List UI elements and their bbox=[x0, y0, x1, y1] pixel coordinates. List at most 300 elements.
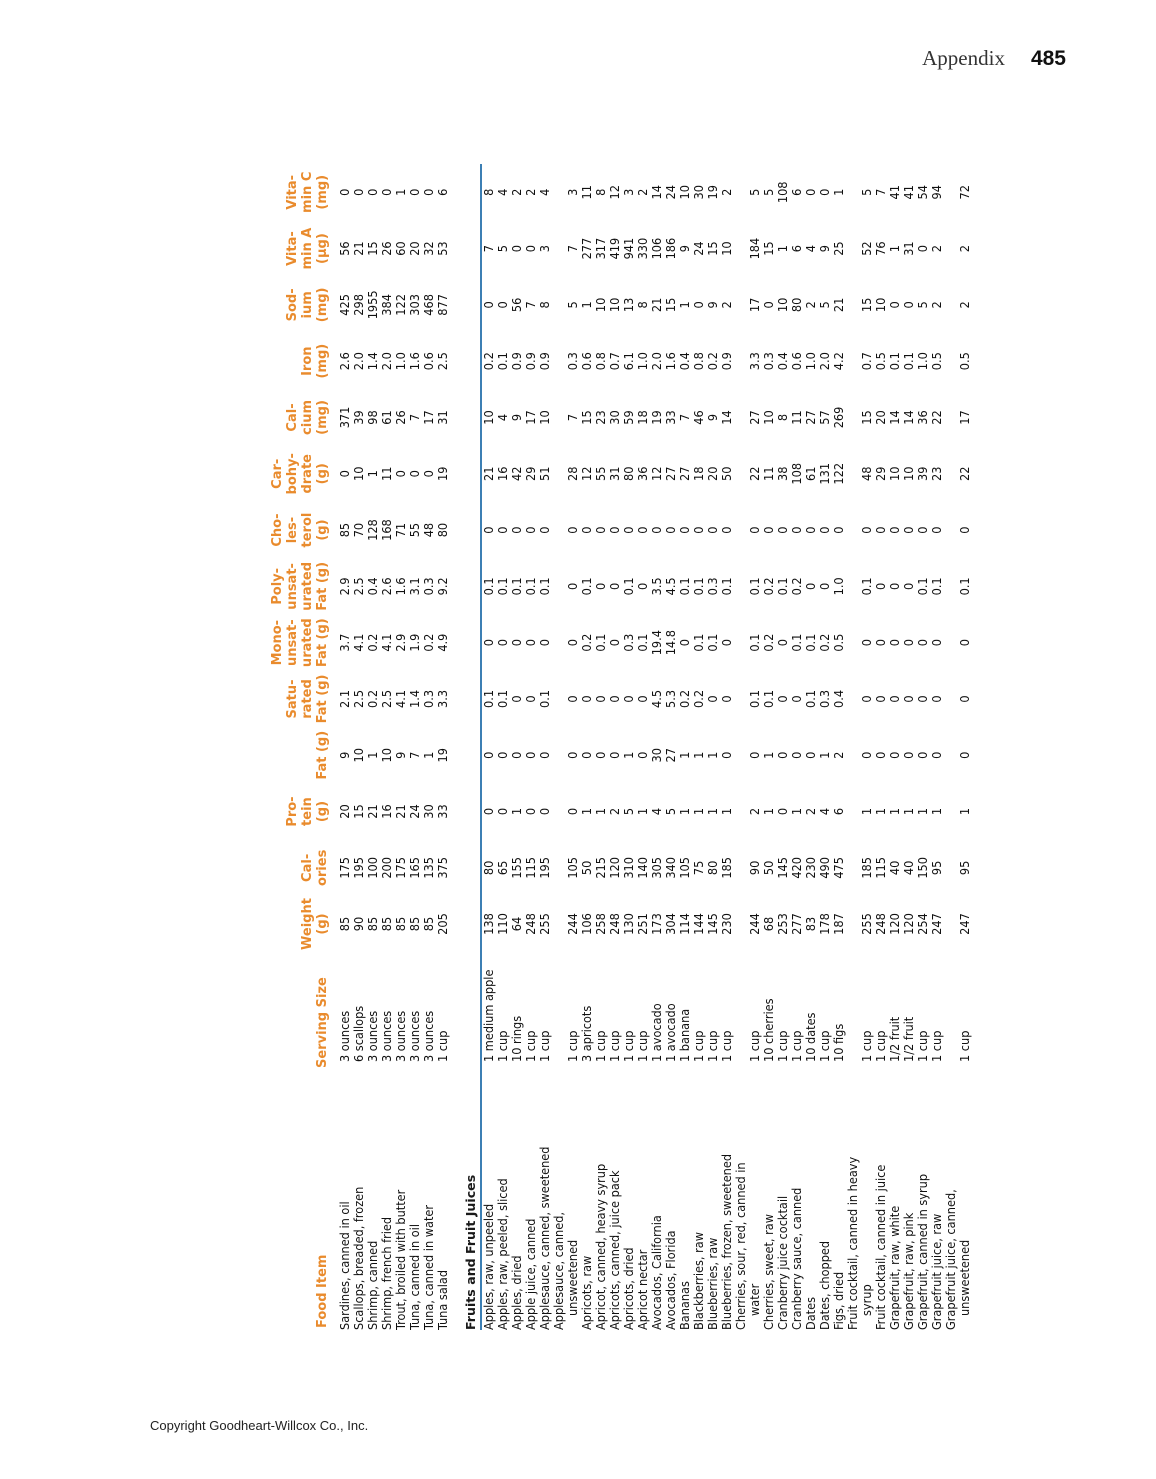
value-cell: 5 bbox=[817, 301, 832, 309]
value-cell: 33 bbox=[663, 410, 678, 425]
value-cell: 371 bbox=[337, 406, 352, 429]
serving-size-cell: 1 cup bbox=[789, 1030, 804, 1062]
food-item-cell: Tuna salad bbox=[435, 1269, 450, 1330]
value-cell: 0 bbox=[929, 639, 944, 647]
value-cell: 0.1 bbox=[481, 558, 496, 614]
value-cell bbox=[552, 558, 566, 614]
value-cell: 15 bbox=[761, 241, 776, 256]
value-cell: 248 bbox=[873, 913, 888, 935]
value-cell: 6 bbox=[831, 807, 846, 816]
value-cell: 1 bbox=[365, 751, 380, 759]
value-cell: 1.4 bbox=[365, 352, 380, 371]
value-cell: 17 bbox=[421, 410, 436, 425]
value-cell: 0 bbox=[901, 526, 916, 534]
value-cell: 255 bbox=[859, 913, 874, 935]
value-cell: 2 bbox=[957, 244, 972, 253]
value-cell bbox=[944, 277, 958, 333]
value-cell: 17 bbox=[957, 410, 972, 425]
value-cell: 8 bbox=[593, 188, 608, 196]
table-row bbox=[762, 164, 776, 1330]
value-cell: 0 bbox=[663, 526, 678, 534]
value-cell: 0 bbox=[537, 807, 552, 816]
value-cell: 1 bbox=[929, 807, 944, 816]
value-cell: 0 bbox=[607, 695, 622, 703]
value-cell: 0 bbox=[337, 188, 352, 196]
food-item-cell: Apricots, raw bbox=[579, 1255, 594, 1330]
value-cell: 17 bbox=[747, 297, 762, 313]
value-cell bbox=[552, 389, 566, 445]
value-cell: 56 bbox=[337, 241, 352, 256]
value-cell: 30 bbox=[691, 185, 706, 200]
value-cell: 0 bbox=[887, 751, 902, 759]
value-cell: 14.8 bbox=[663, 630, 678, 656]
food-item-cell: syrup bbox=[859, 1284, 874, 1316]
value-cell: 247 bbox=[929, 913, 944, 935]
food-item-cell: Dates bbox=[803, 1297, 818, 1330]
value-cell: 64 bbox=[509, 916, 524, 932]
value-cell: 10 bbox=[873, 297, 888, 313]
value-cell: 0 bbox=[775, 751, 790, 759]
value-cell: 1 bbox=[677, 807, 692, 816]
value-cell: 0.2 bbox=[481, 333, 496, 389]
value-cell: 21 bbox=[831, 297, 846, 313]
value-cell: 2 bbox=[635, 188, 650, 196]
value-cell: 1 bbox=[635, 807, 650, 816]
food-item-cell: water bbox=[747, 1283, 762, 1316]
column-header: Sod-ium (mg) bbox=[285, 287, 330, 323]
value-cell: 1 bbox=[365, 470, 380, 478]
value-cell bbox=[944, 558, 958, 614]
value-cell: 0.1 bbox=[803, 689, 818, 708]
value-cell bbox=[552, 840, 566, 896]
value-cell: 1.0 bbox=[803, 352, 818, 371]
food-item-cell: Applesauce, canned, bbox=[551, 1212, 566, 1330]
value-cell: 187 bbox=[831, 913, 846, 935]
value-cell bbox=[846, 840, 860, 896]
value-cell: 21 bbox=[649, 297, 664, 313]
value-cell: 65 bbox=[495, 860, 510, 876]
value-cell: 0 bbox=[817, 526, 832, 534]
value-cell: 21 bbox=[481, 446, 496, 502]
value-cell: 475 bbox=[831, 857, 846, 879]
value-cell: 195 bbox=[537, 857, 552, 879]
value-cell: 10 bbox=[351, 748, 366, 763]
value-cell: 24 bbox=[691, 241, 706, 256]
value-cell bbox=[734, 671, 748, 727]
value-cell: 105 bbox=[677, 857, 692, 879]
table-row bbox=[916, 164, 930, 1330]
food-item-cell: unsweetened bbox=[565, 1239, 580, 1316]
serving-size-cell: 1 banana bbox=[677, 1008, 692, 1062]
value-cell: 277 bbox=[789, 913, 804, 935]
value-cell: 0 bbox=[337, 470, 352, 478]
value-cell: 0 bbox=[957, 751, 972, 759]
value-cell: 0.1 bbox=[957, 577, 972, 596]
serving-size-cell bbox=[734, 952, 748, 1070]
value-cell bbox=[734, 389, 748, 445]
value-cell: 1 bbox=[621, 751, 636, 759]
food-item-cell: Grapefruit, raw, white bbox=[887, 1205, 902, 1330]
value-cell bbox=[734, 164, 748, 220]
food-item-cell: unsweetened bbox=[957, 1239, 972, 1316]
value-cell: 0 bbox=[481, 783, 496, 839]
value-cell: 0.8 bbox=[691, 352, 706, 371]
serving-size-cell: 10 cherries bbox=[761, 998, 776, 1062]
value-cell: 215 bbox=[593, 857, 608, 879]
serving-size-cell: 1 medium apple bbox=[481, 952, 496, 1070]
value-cell: 27 bbox=[677, 466, 692, 481]
serving-size-cell: 1 cup bbox=[593, 1030, 608, 1062]
value-cell: 3 bbox=[621, 188, 636, 196]
value-cell: 0 bbox=[421, 188, 436, 196]
value-cell: 131 bbox=[817, 462, 832, 485]
value-cell: 0 bbox=[803, 526, 818, 534]
value-cell: 0 bbox=[747, 526, 762, 534]
value-cell: 75 bbox=[691, 860, 706, 876]
value-cell: 0 bbox=[649, 526, 664, 534]
value-cell bbox=[846, 727, 860, 783]
value-cell: 0 bbox=[607, 526, 622, 534]
value-cell: 144 bbox=[691, 913, 706, 935]
serving-size-cell: 1 cup bbox=[957, 1030, 972, 1062]
column-header: Weight (g) bbox=[300, 898, 330, 950]
value-cell: 80 bbox=[435, 522, 450, 538]
value-cell: 317 bbox=[593, 237, 608, 260]
value-cell: 185 bbox=[859, 857, 874, 879]
value-cell: 4.5 bbox=[649, 689, 664, 708]
value-cell: 12 bbox=[607, 185, 622, 200]
value-cell: 110 bbox=[495, 913, 510, 935]
value-cell: 0 bbox=[719, 639, 734, 647]
value-cell: 0 bbox=[509, 526, 524, 534]
value-cell: 0.1 bbox=[621, 577, 636, 596]
value-cell: 0.1 bbox=[495, 352, 510, 371]
value-cell: 0 bbox=[957, 695, 972, 703]
table-row bbox=[664, 164, 678, 1330]
table-row bbox=[338, 164, 352, 1330]
value-cell: 57 bbox=[817, 410, 832, 425]
table-row bbox=[380, 164, 394, 1330]
value-cell: 0 bbox=[901, 639, 916, 647]
food-item-cell: Apples, raw, peeled, sliced bbox=[495, 1178, 510, 1330]
value-cell: 4 bbox=[817, 807, 832, 816]
value-cell: 0 bbox=[887, 639, 902, 647]
value-cell: 106 bbox=[649, 237, 664, 260]
value-cell: 0 bbox=[509, 244, 524, 253]
table-row bbox=[352, 164, 366, 1330]
value-cell: 0 bbox=[537, 751, 552, 759]
value-cell: 0.1 bbox=[775, 577, 790, 596]
value-cell: 2.5 bbox=[435, 352, 450, 371]
value-cell: 6 bbox=[435, 188, 450, 196]
value-cell: 0 bbox=[859, 751, 874, 759]
value-cell: 36 bbox=[915, 410, 930, 425]
value-cell: 1 bbox=[957, 807, 972, 816]
table-row bbox=[622, 164, 636, 1330]
value-cell: 55 bbox=[593, 466, 608, 481]
value-cell: 255 bbox=[537, 913, 552, 935]
value-cell: 1 bbox=[421, 751, 436, 759]
value-cell: 27 bbox=[663, 748, 678, 763]
serving-size-cell: 1 cup bbox=[817, 1030, 832, 1062]
value-cell: 2 bbox=[523, 188, 538, 196]
food-item-cell: Blueberries, frozen, sweetened bbox=[719, 1153, 734, 1330]
value-cell: 3 bbox=[565, 188, 580, 196]
value-cell: 186 bbox=[663, 237, 678, 260]
value-cell bbox=[944, 502, 958, 558]
value-cell: 50 bbox=[579, 860, 594, 876]
value-cell: 9 bbox=[337, 751, 352, 759]
value-cell: 0 bbox=[365, 188, 380, 196]
column-header: Serving Size bbox=[315, 977, 330, 1068]
value-cell: 0 bbox=[719, 751, 734, 759]
category-row bbox=[464, 164, 481, 1330]
value-cell: 0.3 bbox=[565, 352, 580, 371]
value-cell: 25 bbox=[831, 241, 846, 256]
value-cell bbox=[552, 502, 566, 558]
value-cell: 0 bbox=[495, 301, 510, 309]
value-cell: 0 bbox=[957, 639, 972, 647]
value-cell: 2 bbox=[929, 244, 944, 253]
value-cell: 1 bbox=[761, 751, 776, 759]
value-cell: 0 bbox=[481, 502, 496, 558]
value-cell: 2 bbox=[803, 301, 818, 309]
value-cell: 10 bbox=[379, 748, 394, 763]
table-row bbox=[930, 164, 944, 1330]
value-cell: 0 bbox=[915, 639, 930, 647]
value-cell: 3.3 bbox=[747, 352, 762, 371]
value-cell: 85 bbox=[337, 916, 352, 932]
table-row bbox=[944, 164, 958, 1330]
serving-size-cell: 3 ounces bbox=[407, 1010, 422, 1062]
value-cell bbox=[944, 896, 958, 952]
serving-size-cell: 1 cup bbox=[775, 1030, 790, 1062]
value-cell: 0.3 bbox=[705, 577, 720, 596]
value-cell: 0.6 bbox=[579, 352, 594, 371]
table-row bbox=[394, 164, 408, 1330]
value-cell: 230 bbox=[719, 913, 734, 935]
value-cell: 70 bbox=[351, 522, 366, 538]
value-cell: 14 bbox=[887, 410, 902, 425]
value-cell: 425 bbox=[337, 294, 352, 316]
value-cell: 0.1 bbox=[691, 577, 706, 596]
food-item-cell: Figs, dried bbox=[831, 1271, 846, 1330]
value-cell: 0 bbox=[481, 615, 496, 671]
food-item-cell: Sardines, canned in oil bbox=[337, 1201, 352, 1330]
value-cell: 2.5 bbox=[351, 689, 366, 708]
serving-size-cell: 1 cup bbox=[495, 1030, 510, 1062]
value-cell: 1 bbox=[873, 807, 888, 816]
value-cell: 277 bbox=[579, 237, 594, 260]
value-cell: 2.1 bbox=[337, 689, 352, 708]
value-cell: 128 bbox=[365, 519, 380, 541]
value-cell: 0 bbox=[915, 751, 930, 759]
serving-size-cell: 1 cup bbox=[747, 1030, 762, 1062]
column-header: Vita-min C (mg) bbox=[285, 171, 330, 213]
value-cell bbox=[734, 502, 748, 558]
value-cell: 0 bbox=[593, 582, 608, 590]
value-cell: 0 bbox=[495, 639, 510, 647]
value-cell: 80 bbox=[705, 860, 720, 876]
value-cell: 76 bbox=[873, 241, 888, 256]
value-cell: 7 bbox=[407, 751, 422, 759]
value-cell: 0.9 bbox=[509, 352, 524, 371]
value-cell: 0 bbox=[393, 470, 408, 478]
serving-size-cell: 10 rings bbox=[509, 1015, 524, 1062]
value-cell: 22 bbox=[929, 410, 944, 425]
value-cell: 0.2 bbox=[761, 577, 776, 596]
value-cell: 0 bbox=[523, 751, 538, 759]
serving-size-cell: 1 cup bbox=[705, 1030, 720, 1062]
value-cell bbox=[846, 502, 860, 558]
value-cell: 0.2 bbox=[705, 352, 720, 371]
value-cell: 0.1 bbox=[593, 633, 608, 652]
value-cell: 175 bbox=[337, 857, 352, 879]
serving-size-cell bbox=[944, 952, 958, 1070]
value-cell: 1.4 bbox=[407, 689, 422, 708]
value-cell bbox=[944, 615, 958, 671]
value-cell: 0.1 bbox=[859, 577, 874, 596]
value-cell: 0 bbox=[747, 751, 762, 759]
value-cell: 0 bbox=[915, 526, 930, 534]
table-row bbox=[804, 164, 818, 1330]
food-item-cell: Grapefruit, canned in syrup bbox=[915, 1173, 930, 1330]
value-cell: 298 bbox=[351, 294, 366, 316]
value-cell: 55 bbox=[407, 522, 422, 538]
value-cell: 2 bbox=[607, 807, 622, 816]
value-cell: 0 bbox=[495, 526, 510, 534]
food-item-cell: Fruit cocktail, canned in heavy bbox=[845, 1156, 860, 1330]
value-cell: 6.1 bbox=[621, 352, 636, 371]
value-cell: 60 bbox=[393, 241, 408, 256]
value-cell: 1 bbox=[579, 301, 594, 309]
table-row bbox=[538, 164, 552, 1330]
value-cell: 1 bbox=[393, 188, 408, 196]
value-cell: 1.6 bbox=[393, 577, 408, 596]
value-cell: 115 bbox=[873, 857, 888, 879]
value-cell bbox=[846, 333, 860, 389]
value-cell: 0 bbox=[579, 751, 594, 759]
value-cell: 0 bbox=[775, 639, 790, 647]
value-cell: 41 bbox=[901, 185, 916, 200]
value-cell: 10 bbox=[901, 466, 916, 481]
value-cell: 40 bbox=[887, 860, 902, 876]
value-cell: 108 bbox=[775, 181, 790, 204]
value-cell: 36 bbox=[635, 466, 650, 481]
value-cell: 0 bbox=[817, 188, 832, 196]
value-cell: 200 bbox=[379, 857, 394, 879]
value-cell: 0.1 bbox=[509, 577, 524, 596]
value-cell: 15 bbox=[365, 241, 380, 256]
value-cell: 251 bbox=[635, 913, 650, 935]
value-cell: 9 bbox=[393, 751, 408, 759]
value-cell: 10 bbox=[761, 410, 776, 425]
value-cell: 0 bbox=[407, 470, 422, 478]
value-cell: 247 bbox=[957, 913, 972, 935]
value-cell: 6 bbox=[789, 244, 804, 253]
value-cell: 0.7 bbox=[859, 352, 874, 371]
value-cell: 0 bbox=[775, 695, 790, 703]
value-cell: 90 bbox=[351, 916, 366, 932]
value-cell: 0 bbox=[705, 526, 720, 534]
value-cell: 0 bbox=[509, 639, 524, 647]
value-cell: 340 bbox=[663, 857, 678, 879]
value-cell: 0.5 bbox=[929, 352, 944, 371]
value-cell: 6 bbox=[789, 188, 804, 196]
value-cell: 122 bbox=[393, 294, 408, 316]
value-cell bbox=[734, 333, 748, 389]
value-cell: 1 bbox=[775, 244, 790, 253]
value-cell: 85 bbox=[407, 916, 422, 932]
value-cell: 10 bbox=[719, 241, 734, 256]
table-row bbox=[594, 164, 608, 1330]
value-cell: 0 bbox=[635, 751, 650, 759]
table-row bbox=[481, 164, 496, 1330]
value-cell: 7 bbox=[565, 244, 580, 253]
value-cell: 0 bbox=[523, 526, 538, 534]
value-cell: 85 bbox=[337, 522, 352, 538]
value-cell: 12 bbox=[579, 466, 594, 481]
value-cell: 18 bbox=[691, 466, 706, 481]
value-cell: 175 bbox=[393, 857, 408, 879]
value-cell: 0 bbox=[407, 188, 422, 196]
value-cell: 0 bbox=[957, 526, 972, 534]
value-cell: 20 bbox=[705, 466, 720, 481]
value-cell: 2.0 bbox=[817, 352, 832, 371]
food-item-cell: Bananas bbox=[677, 1281, 692, 1330]
value-cell: 253 bbox=[775, 913, 790, 935]
table-row bbox=[874, 164, 888, 1330]
value-cell: 0.2 bbox=[579, 633, 594, 652]
value-cell: 1 bbox=[859, 807, 874, 816]
value-cell: 0.6 bbox=[421, 352, 436, 371]
value-cell bbox=[846, 277, 860, 333]
value-cell: 0.1 bbox=[747, 633, 762, 652]
value-cell bbox=[552, 896, 566, 952]
value-cell: 16 bbox=[379, 804, 394, 819]
value-cell: 1 bbox=[579, 807, 594, 816]
value-cell: 0 bbox=[761, 526, 776, 534]
value-cell: 15 bbox=[663, 297, 678, 313]
value-cell: 59 bbox=[621, 410, 636, 425]
table-row bbox=[510, 164, 524, 1330]
value-cell: 2 bbox=[719, 188, 734, 196]
value-cell: 26 bbox=[393, 410, 408, 425]
value-cell: 11 bbox=[379, 466, 394, 481]
value-cell: 258 bbox=[593, 913, 608, 935]
value-cell: 8 bbox=[537, 301, 552, 309]
value-cell: 0 bbox=[901, 301, 916, 309]
value-cell: 56 bbox=[509, 297, 524, 313]
value-cell: 2.0 bbox=[351, 352, 366, 371]
value-cell: 0 bbox=[817, 582, 832, 590]
value-cell: 21 bbox=[393, 804, 408, 819]
value-cell: 303 bbox=[407, 294, 422, 316]
food-item-cell: Apples, dried bbox=[509, 1255, 524, 1330]
value-cell: 1.6 bbox=[407, 352, 422, 371]
value-cell: 0.8 bbox=[593, 352, 608, 371]
value-cell: 0 bbox=[789, 526, 804, 534]
table-row bbox=[608, 164, 622, 1330]
value-cell: 90 bbox=[747, 860, 762, 876]
value-cell: 29 bbox=[523, 466, 538, 481]
value-cell: 0 bbox=[523, 807, 538, 816]
serving-size-cell: 1 cup bbox=[873, 1030, 888, 1062]
value-cell: 1 bbox=[593, 807, 608, 816]
value-cell: 3.1 bbox=[407, 577, 422, 596]
value-cell: 24 bbox=[407, 804, 422, 819]
value-cell: 230 bbox=[803, 857, 818, 879]
